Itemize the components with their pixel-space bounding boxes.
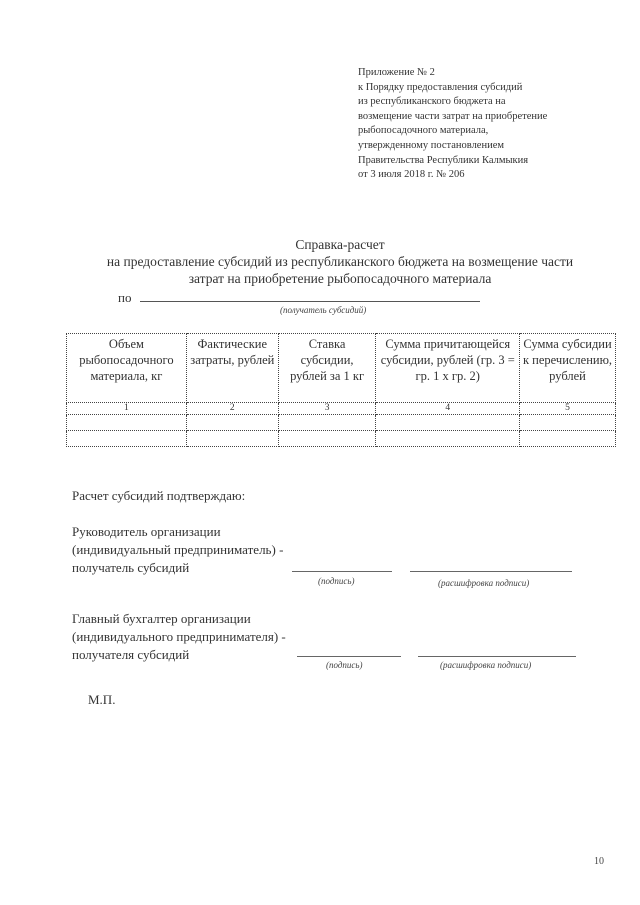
annex-line: Правительства Республики Калмыкия [358,154,529,166]
column-number: 4 [376,403,520,415]
annex-line: от 3 июля 2018 г. № 206 [358,169,465,181]
annex-line: возмещение части затрат на приобретение [358,110,548,122]
accountant-line-2: (индивидуального предпринимателя) - [72,629,286,644]
accountant-signature-block [72,610,286,664]
head-sign-caption: (подпись) [318,576,355,586]
table-cell[interactable] [186,415,278,431]
head-signature-line[interactable] [292,571,392,572]
table-cell[interactable] [520,415,616,431]
annex-line: к Порядку предоставления субсидий [358,81,523,93]
table-header-row [67,334,616,403]
table-cell[interactable] [67,415,187,431]
po-label: по [118,290,132,305]
annex-header [358,66,618,183]
table-cell[interactable] [520,431,616,447]
accountant-sign-caption: (подпись) [326,660,363,670]
table-cell[interactable] [67,431,187,447]
page-number: 10 [594,856,604,867]
accountant-line-3: получателя субсидий [72,647,190,662]
annex-line: рыбопосадочного материала, [358,125,489,137]
header-rate: Ставка субсидии, рублей за 1 кг [278,334,376,403]
subsidy-table [66,333,616,447]
header-due-amount: Сумма причитающейся субсидии, рублей (гр. 3 = гр. 1 x гр. 2) [376,334,520,403]
table-cell[interactable] [278,415,376,431]
table-row [67,431,616,447]
header-actual-costs: Фактические затраты, рублей [186,334,278,403]
accountant-decode-caption: (расшифровка подписи) [440,660,532,670]
stamp-place: М.П. [88,692,116,707]
annex-line: из республиканского бюджета на [358,96,506,108]
column-number: 5 [520,403,616,415]
annex-line: утвержденному постановлением [358,139,505,151]
column-number: 3 [278,403,376,415]
table-cell[interactable] [278,431,376,447]
head-line-2: (индивидуальный предприниматель) - [72,542,284,557]
accountant-decode-line[interactable] [418,656,576,657]
head-signature-block [72,523,283,577]
head-line-1: Руководитель организации [72,524,221,539]
title-line-1: Справка-расчет [295,237,385,252]
head-line-3: получатель субсидий [72,560,190,575]
table-number-row [67,403,616,415]
recipient-field-line [140,301,480,302]
head-decode-line[interactable] [410,571,572,572]
header-transfer-amount: Сумма субсидии к перечислению, рублей [520,334,616,403]
header-volume: Объем рыбопосадочного материала, кг [67,334,187,403]
document-title [40,236,640,287]
annex-line: Приложение № 2 [358,67,435,78]
table-cell[interactable] [186,431,278,447]
table-row [67,415,616,431]
table-cell[interactable] [376,431,520,447]
title-line-3: затрат на приобретение рыбопосадочного материала [188,271,492,286]
table-cell[interactable] [376,415,520,431]
accountant-signature-line[interactable] [297,656,401,657]
column-number: 2 [186,403,278,415]
recipient-caption: (получатель субсидий) [280,305,367,315]
title-line-2: на предоставление субсидий из республиканского бюджета на возмещение части [106,254,574,269]
column-number: 1 [67,403,187,415]
confirm-text: Расчет субсидий подтверждаю: [72,488,246,503]
head-decode-caption: (расшифровка подписи) [438,578,530,588]
accountant-line-1: Главный бухгалтер организации [72,611,251,626]
